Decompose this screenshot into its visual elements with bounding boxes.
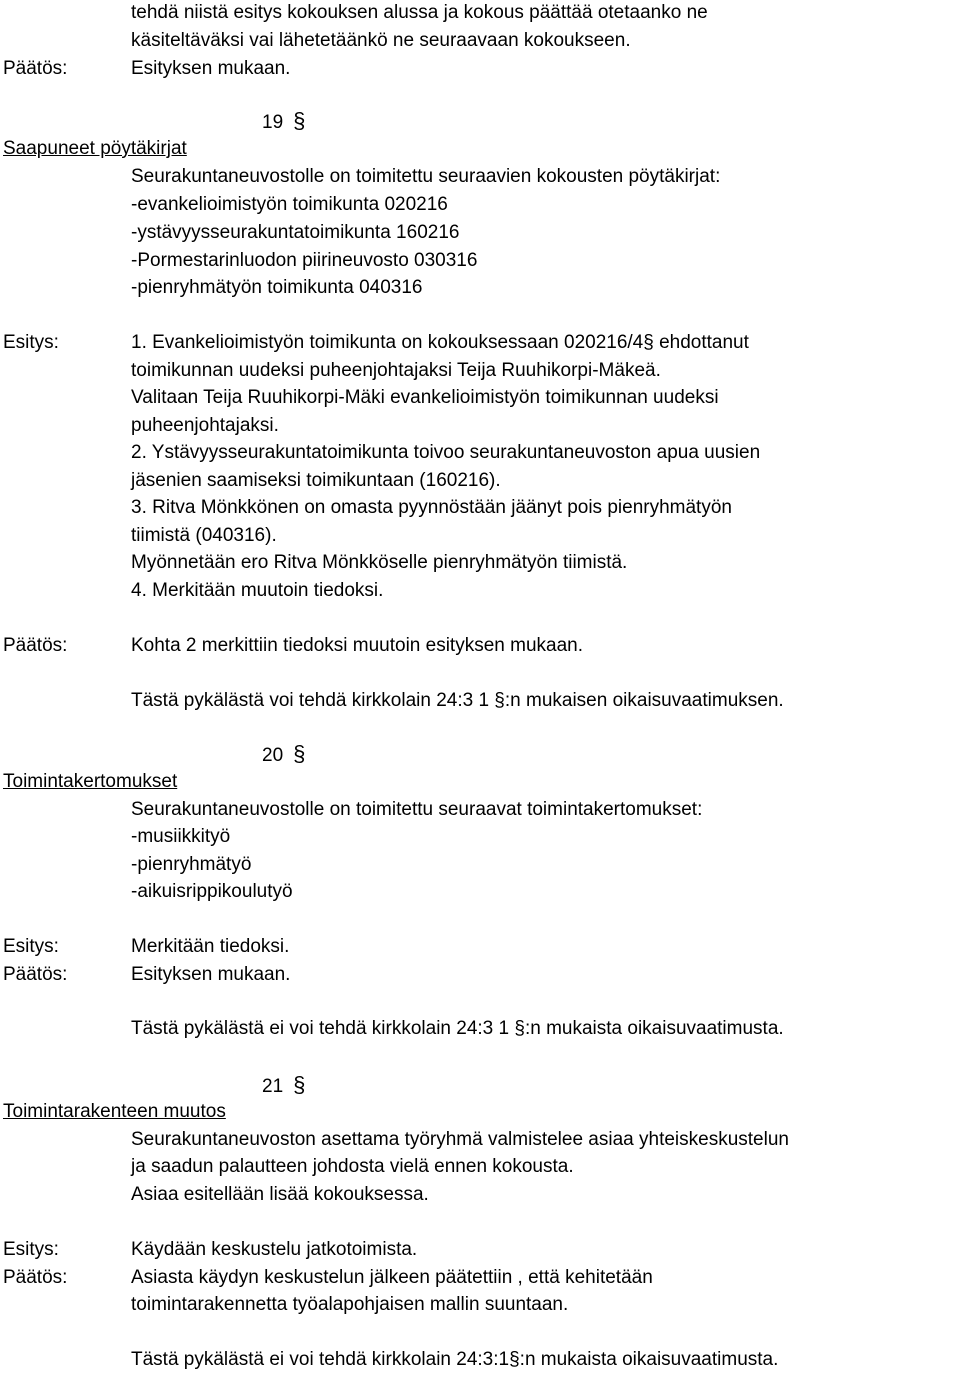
section-symbol: § xyxy=(293,741,306,766)
proposal-line: tiimistä (040316). xyxy=(131,525,277,546)
intro-line: -pienryhmätyö xyxy=(131,854,252,875)
proposal-label: Esitys: xyxy=(3,1239,59,1260)
intro-line: -musiikkityö xyxy=(131,826,231,847)
intro-line: Asiaa esitellään lisää kokouksessa. xyxy=(131,1184,429,1205)
decision-label: Päätös: xyxy=(3,964,68,985)
section-number: 19 § xyxy=(262,108,306,133)
text-line: tehdä niistä esitys kokouksen alussa ja kokous päättää otetaanko ne xyxy=(131,2,708,23)
proposal-line: puheenjohtajaksi. xyxy=(131,415,279,436)
appeal-note: Tästä pykälästä voi tehdä kirkkolain 24:3 1 §:n mukaisen oikaisuvaatimuksen. xyxy=(131,690,784,711)
proposal-line: 1. Evankelioimistyön toimikunta on kokouksessaan 020216/4§ ehdottanut xyxy=(131,332,749,353)
decision-line: Asiasta käydyn keskustelun jälkeen päätettiin , että kehitetään xyxy=(131,1267,653,1288)
section-number: 20 § xyxy=(262,741,306,766)
section-symbol: § xyxy=(293,108,306,133)
decision-label: Päätös: xyxy=(3,58,68,79)
proposal-label: Esitys: xyxy=(3,332,59,353)
decision-label: Päätös: xyxy=(3,635,68,656)
proposal-line: 4. Merkitään muutoin tiedoksi. xyxy=(131,580,384,601)
proposal-line: 3. Ritva Mönkkönen on omasta pyynnöstään jäänyt pois pienryhmätyön xyxy=(131,497,732,518)
intro-line: -Pormestarinluodon piirineuvosto 030316 xyxy=(131,250,478,271)
decision-line: Kohta 2 merkittiin tiedoksi muutoin esityksen mukaan. xyxy=(131,635,583,656)
section-heading: Saapuneet pöytäkirjat xyxy=(3,138,187,159)
section-symbol: § xyxy=(293,1072,306,1097)
decision-line: toimintarakennetta työalapohjaisen mallin suuntaan. xyxy=(131,1294,569,1315)
proposal-line: Valitaan Teija Ruuhikorpi-Mäki evankelioimistyön toimikunnan uudeksi xyxy=(131,387,719,408)
appeal-note: Tästä pykälästä ei voi tehdä kirkkolain 24:3:1§:n mukaista oikaisuvaatimusta. xyxy=(131,1349,779,1370)
intro-line: -aikuisrippikoulutyö xyxy=(131,881,293,902)
proposal-line: Käydään keskustelu jatkotoimista. xyxy=(131,1239,418,1260)
proposal-line: 2. Ystävyysseurakuntatoimikunta toivoo seurakuntaneuvoston apua uusien xyxy=(131,442,761,463)
intro-line: ja saadun palautteen johdosta vielä ennen kokousta. xyxy=(131,1156,574,1177)
proposal-line: jäsenien saamiseksi toimikuntaan (160216). xyxy=(131,470,501,491)
intro-line: Seurakuntaneuvostolle on toimitettu seuraavien kokousten pöytäkirjat: xyxy=(131,166,721,187)
intro-line: -ystävyysseurakuntatoimikunta 160216 xyxy=(131,222,460,243)
text-line: käsiteltäväksi vai lähetetäänkö ne seuraavaan kokoukseen. xyxy=(131,30,631,51)
appeal-note: Tästä pykälästä ei voi tehdä kirkkolain 24:3 1 §:n mukaista oikaisuvaatimusta. xyxy=(131,1018,784,1039)
section-heading: Toimintarakenteen muutos xyxy=(3,1101,226,1122)
section-number: 21 § xyxy=(262,1072,306,1097)
proposal-line: toimikunnan uudeksi puheenjohtajaksi Teija Ruuhikorpi-Mäkeä. xyxy=(131,360,661,381)
proposal-line: Merkitään tiedoksi. xyxy=(131,936,290,957)
section-heading: Toimintakertomukset xyxy=(3,771,178,792)
intro-line: Seurakuntaneuvoston asettama työryhmä valmistelee asiaa yhteiskeskustelun xyxy=(131,1129,789,1150)
intro-line: -pienryhmätyön toimikunta 040316 xyxy=(131,277,423,298)
decision-label: Päätös: xyxy=(3,1267,68,1288)
decision-line: Esityksen mukaan. xyxy=(131,964,291,985)
intro-line: Seurakuntaneuvostolle on toimitettu seuraavat toimintakertomukset: xyxy=(131,799,703,820)
decision-text: Esityksen mukaan. xyxy=(131,58,291,79)
proposal-label: Esitys: xyxy=(3,936,59,957)
proposal-line: Myönnetään ero Ritva Mönkköselle pienryhmätyön tiimistä. xyxy=(131,552,628,573)
intro-line: -evankelioimistyön toimikunta 020216 xyxy=(131,194,448,215)
